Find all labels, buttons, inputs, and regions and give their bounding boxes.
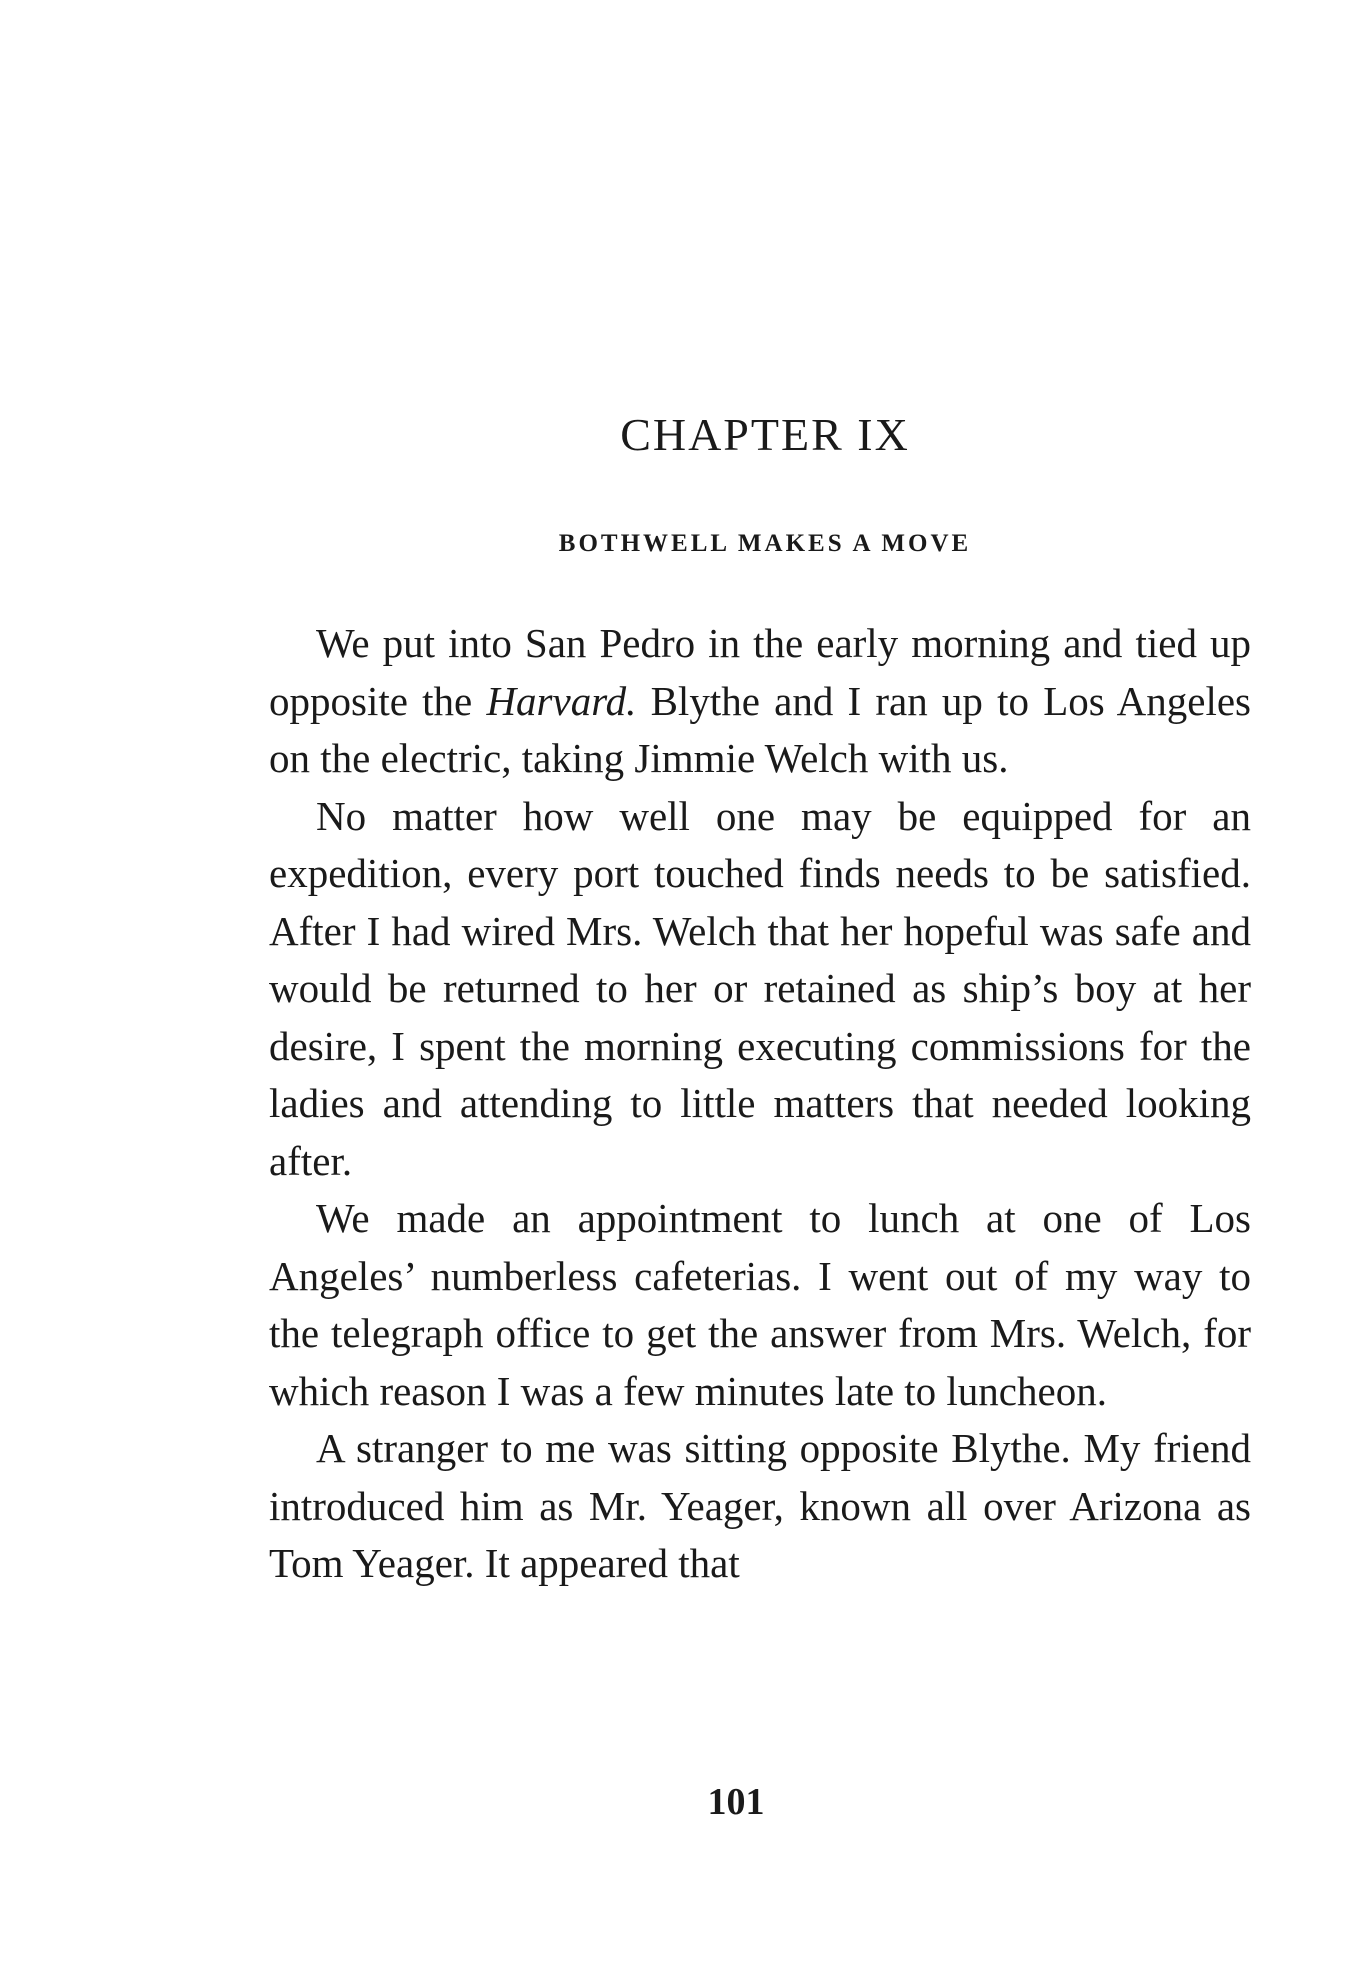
ship-name: Harvard.: [486, 677, 637, 724]
paragraph: No matter how well one may be equipped for an expedition, every port touched finds needs to be satisfied. After I had wired Mrs. Welch that her hopeful was safe and would be returned to her or retained as ship’s boy at her desire, I spent the morning executing commissions for the ladies and attending to little matters that needed looking after.: [269, 792, 1251, 1184]
chapter-title: CHAPTER IX: [620, 409, 910, 460]
paragraph: We made an appointment to lunch at one of Los Angeles’ numberless cafeterias. I went out of my way to the telegraph office to get the answer from Mrs. Welch, for which reason I was a few minutes late to luncheon.: [269, 1195, 1251, 1414]
page-number: 101: [707, 1781, 765, 1823]
chapter-subtitle: BOTHWELL MAKES A MOVE: [558, 530, 972, 557]
body-text: [269, 615, 1251, 1593]
paragraph: A stranger to me was sitting opposite Blythe. My friend introduced him as Mr. Yeager, known all over Arizona as Tom Yeager. It appeared that: [269, 1425, 1251, 1586]
paragraph: We put into San Pedro in the early morning and tied up opposite the Harvard. Blythe and I ran up to Los Angeles on the electric, taking Jimmie Welch with us.: [269, 620, 1251, 781]
